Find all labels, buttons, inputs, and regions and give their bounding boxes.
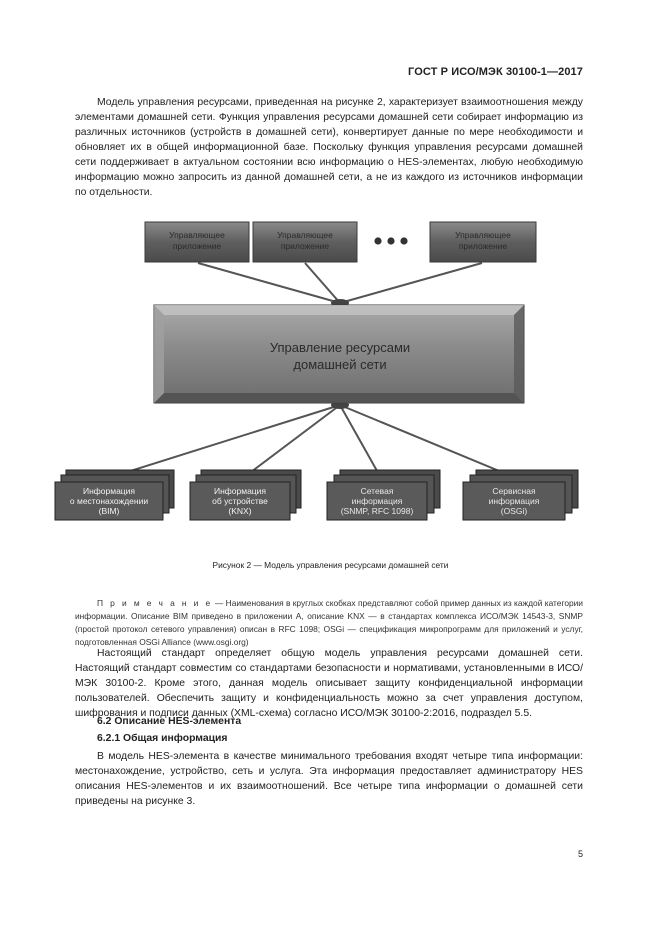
resource-management-box	[154, 305, 524, 403]
app-box-1	[145, 222, 249, 262]
app-box-2-line2: приложение	[280, 241, 330, 251]
page-number: 5	[578, 849, 584, 859]
document-header: ГОСТ Р ИСО/МЭК 30100-1—2017	[408, 66, 583, 78]
hes-model-paragraph: В модель HES-элемента в качестве минимального требования входят четыре типа информации: местонахождение, устройство, сеть и услуга. Эта информация предоставляет администратору HES описания HES-элементов и их взаимоотношений. Все четыре типа информации о домашней сети приведены на рисунке 3.	[75, 751, 583, 807]
source-network-line3: (SNMP, RFC 1098)	[340, 506, 414, 516]
source-service-line2: информация	[488, 496, 540, 506]
ellipsis-dots	[374, 237, 407, 244]
source-network-line1: Сетевая	[360, 486, 394, 496]
note-label: П р и м е ч а н и е	[97, 598, 213, 608]
figure-caption: Рисунок 2 — Модель управления ресурсами домашней сети	[212, 560, 449, 570]
source-service-line3: (OSGi)	[500, 506, 528, 516]
app-box-1-line1: Управляющее	[169, 230, 225, 240]
center-box-line1: Управление ресурсами	[269, 340, 411, 355]
app-box-2	[253, 222, 357, 262]
source-stack-bim	[55, 470, 174, 520]
source-bim-line3: (BIM)	[98, 506, 120, 516]
top-connectors	[198, 263, 482, 303]
app-box-1-line2: приложение	[172, 241, 222, 251]
note-text: — Наименования в круглых скобках представляют собой пример данных из каждой категории информации. Описание BIM приведено в приложении А, описание KNX — в стандартах комплекса ИСО/МЭК 14543-3, SNMP (простой протокол сетевого управления) описан в RFC 1098; OSGi — спецификация микропрограмм для приложений и услуг, подготовленная OSGi Alliance (www.osgi.org)	[75, 598, 583, 647]
source-network-line2: информация	[351, 496, 403, 506]
source-knx-line2: об устройстве	[212, 496, 268, 506]
source-stack-knx	[190, 470, 301, 520]
source-knx-line1: Информация	[213, 486, 267, 496]
source-stack-service	[463, 470, 578, 520]
app-box-3	[430, 222, 536, 262]
app-box-2-line1: Управляющее	[277, 230, 333, 240]
intro-paragraph: Модель управления ресурсами, приведенная на рисунке 2, характеризует взаимоотношения между элементами домашней сети. Функция управления ресурсами домашней сети собирает информацию из различных источников (устройств в домашней сети), конвертирует данные по мере необходимости и обновляет их в общей информационной базе. Поскольку функция управления ресурсами домашней сети поддерживает в актуальном состоянии всю информацию о HES-элементах, любую необходимую информацию можно запросить из данной домашней сети, а не из каждого из источников информации по отдельности.	[75, 97, 583, 198]
center-box-line2: домашней сети	[293, 357, 387, 372]
app-box-3-line1: Управляющее	[455, 230, 511, 240]
section-heading-6-2-1: 6.2.1 Общая информация	[97, 733, 228, 744]
source-knx-line3: (KNX)	[228, 506, 252, 516]
standard-scope-paragraph: Настоящий стандарт определяет общую модель управления ресурсами домашней сети. Настоящий стандарт совместим со стандартами безопасности и нормативами, установленными в ИСО/МЭК 30100-2. Кроме этого, данная модель описывает защиту конфиденциальной информации пользователей. Обеспечить защиту и конфиденциальность можно за счет управления доступом, шифрования и подписи данных (XML-схема) согласно ИСО/МЭК 30100-2:2016, подраздел 5.5.	[75, 648, 583, 719]
bottom-connectors	[108, 405, 516, 478]
section-heading-6-2: 6.2 Описание HES-элемента	[97, 716, 242, 727]
app-box-3-line2: приложение	[458, 241, 508, 251]
source-bim-line1: Информация	[82, 486, 136, 496]
source-service-line1: Сервисная	[492, 486, 536, 496]
figure-note	[75, 597, 583, 649]
source-bim-line2: о местонахождении	[69, 496, 149, 506]
source-stack-network	[327, 470, 440, 520]
